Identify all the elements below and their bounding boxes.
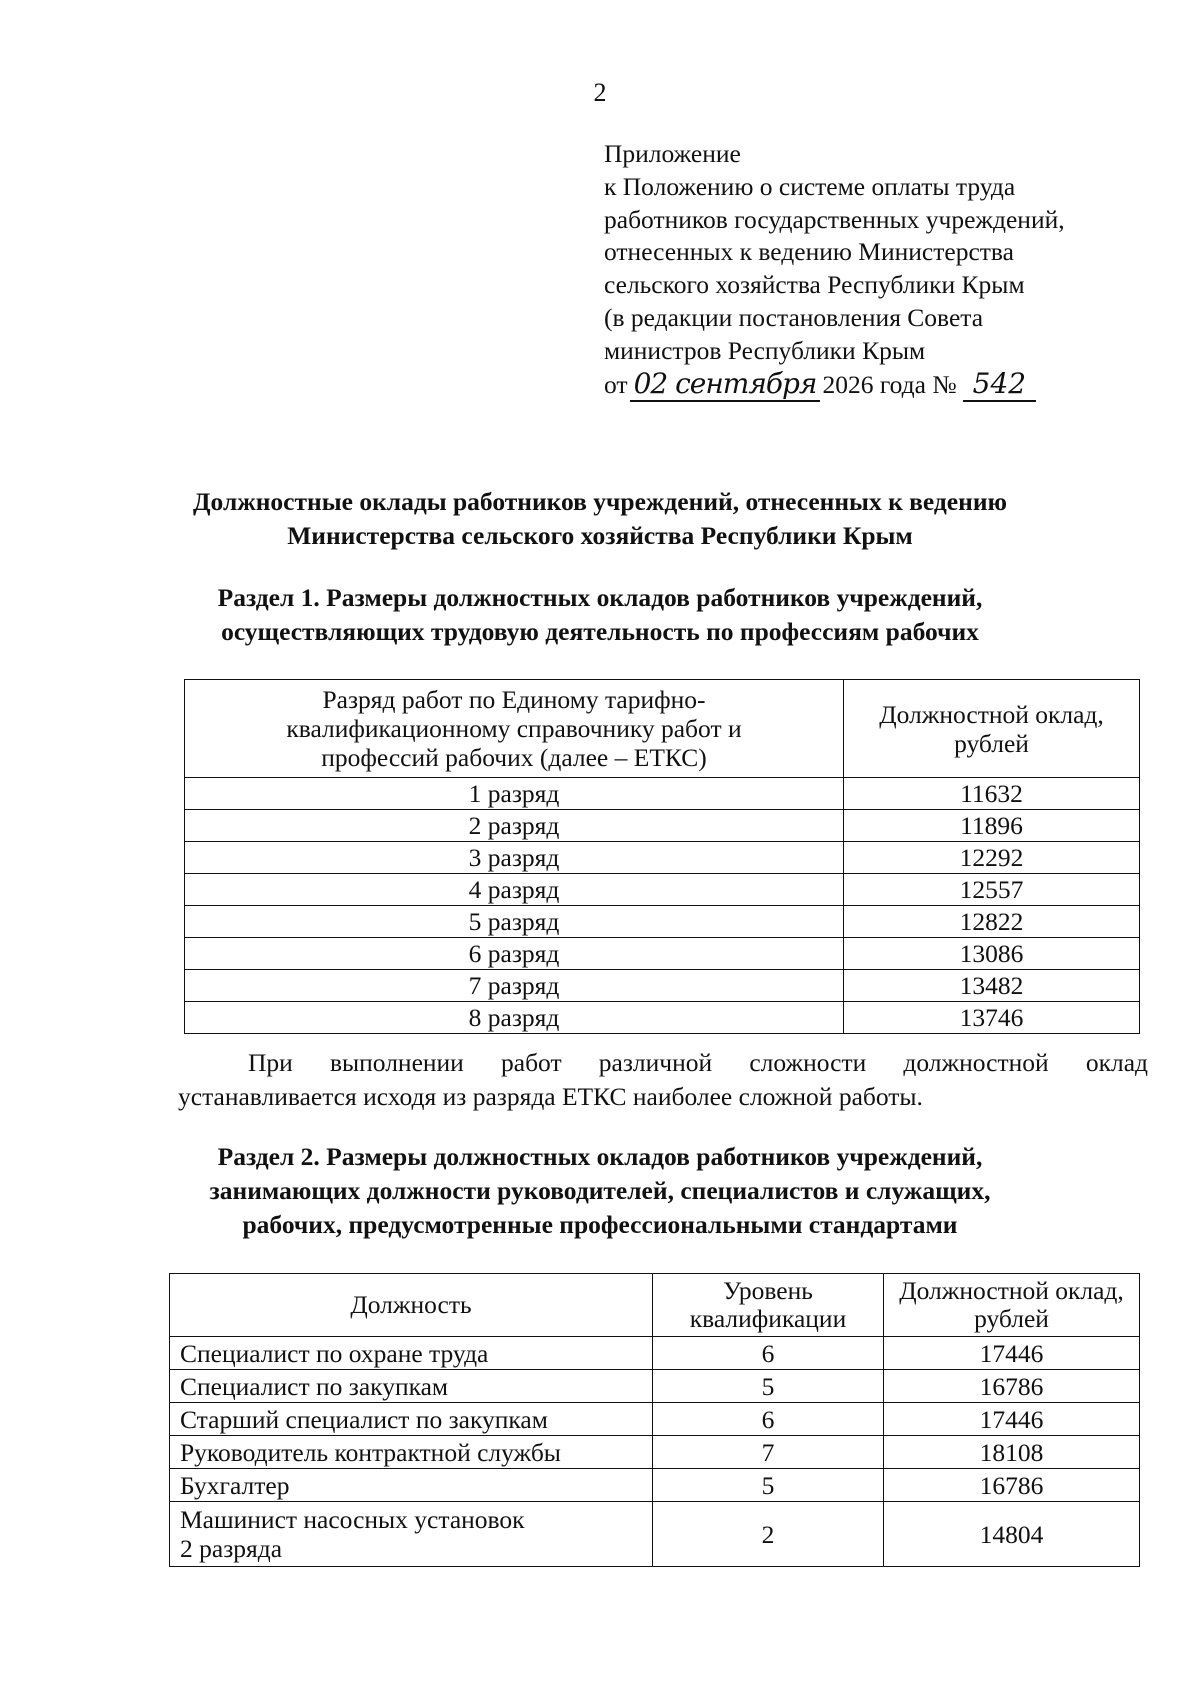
level-cell: 5 bbox=[653, 1469, 884, 1502]
position-cell bbox=[170, 1502, 653, 1567]
header-text: квалификации bbox=[689, 1304, 847, 1333]
note-word: должностной bbox=[903, 1048, 1049, 1077]
table-row bbox=[185, 842, 1140, 874]
position-cell: Старший специалист по закупкам bbox=[170, 1403, 653, 1436]
salary-cell: 17446 bbox=[884, 1337, 1140, 1370]
header-text: Должностной оклад, bbox=[899, 1276, 1124, 1305]
table-header-row bbox=[170, 1274, 1140, 1337]
appendix-line: министров Республики Крым bbox=[604, 335, 926, 365]
grade-cell: 3 разряд bbox=[185, 842, 844, 874]
grade-cell: 1 разряд bbox=[185, 778, 844, 810]
header-salary bbox=[884, 1274, 1140, 1337]
section1-title bbox=[0, 581, 1200, 649]
header-level bbox=[653, 1274, 884, 1337]
table-row bbox=[170, 1436, 1140, 1469]
grade-cell: 5 разряд bbox=[185, 906, 844, 938]
position-cell: Специалист по охране труда bbox=[170, 1337, 653, 1370]
salary-cell: 13086 bbox=[844, 938, 1140, 970]
header-position: Должность bbox=[170, 1274, 653, 1337]
header-text: рублей bbox=[954, 728, 1029, 758]
grade-cell: 8 разряд bbox=[185, 1002, 844, 1034]
section2-table bbox=[169, 1273, 1140, 1567]
note-word: При bbox=[248, 1048, 293, 1077]
note-word: работ bbox=[501, 1048, 562, 1077]
header-text: Должностной оклад, bbox=[879, 699, 1104, 729]
position-text: Машинист насосных установок bbox=[180, 1505, 525, 1534]
appendix-line: к Положению о системе оплаты труда bbox=[604, 171, 1016, 201]
note-word: различной bbox=[598, 1048, 713, 1077]
table-row bbox=[185, 906, 1140, 938]
from-prefix: от bbox=[604, 369, 628, 399]
position-cell: Руководитель контрактной службы bbox=[170, 1436, 653, 1469]
position-text: 2 разряда bbox=[180, 1534, 283, 1563]
level-cell: 2 bbox=[653, 1502, 884, 1567]
header-text: Разряд работ по Единому тарифно- bbox=[322, 685, 706, 714]
table-row bbox=[185, 778, 1140, 810]
table-row bbox=[185, 1002, 1140, 1034]
note-word: выполнении bbox=[329, 1048, 464, 1077]
header-salary bbox=[844, 680, 1140, 778]
table-header-row bbox=[185, 680, 1140, 778]
appendix-date-line bbox=[604, 368, 1065, 403]
salary-cell: 11896 bbox=[844, 810, 1140, 842]
table-row bbox=[170, 1502, 1140, 1567]
salary-cell: 12822 bbox=[844, 906, 1140, 938]
header-text: Уровень bbox=[723, 1276, 813, 1305]
section1-note bbox=[178, 1046, 1148, 1114]
salary-cell: 18108 bbox=[884, 1436, 1140, 1469]
appendix-line: Приложение bbox=[604, 139, 741, 168]
grade-cell: 7 разряд bbox=[185, 970, 844, 1002]
level-cell: 6 bbox=[653, 1337, 884, 1370]
section1-table bbox=[184, 679, 1140, 1034]
salary-cell: 17446 bbox=[884, 1403, 1140, 1436]
appendix-line: работников государственных учреждений, bbox=[604, 204, 1065, 234]
handwritten-date: 02 сентября bbox=[630, 368, 821, 403]
main-title-line: Министерства сельского хозяйства Республики Крым bbox=[287, 521, 913, 550]
header-text: профессий рабочих (далее – ЕТКС) bbox=[321, 743, 707, 772]
table-row bbox=[170, 1370, 1140, 1403]
note-line: устанавливается исходя из разряда ЕТКС наиболее сложной работы. bbox=[178, 1082, 923, 1111]
table-row bbox=[185, 970, 1140, 1002]
note-word: сложности bbox=[749, 1048, 867, 1077]
salary-cell: 14804 bbox=[884, 1502, 1140, 1567]
position-cell: Специалист по закупкам bbox=[170, 1370, 653, 1403]
table-row bbox=[185, 938, 1140, 970]
salary-cell: 13482 bbox=[844, 970, 1140, 1002]
section2-title bbox=[0, 1140, 1200, 1242]
table-row bbox=[170, 1469, 1140, 1502]
salary-cell: 16786 bbox=[884, 1469, 1140, 1502]
header-text: квалификационному справочнику работ и bbox=[286, 714, 742, 743]
section1-title-line: осуществляющих трудовую деятельность по профессиям рабочих bbox=[221, 617, 979, 646]
position-cell: Бухгалтер bbox=[170, 1469, 653, 1502]
main-title bbox=[0, 485, 1200, 553]
handwritten-number: 542 bbox=[963, 368, 1036, 403]
table-row bbox=[185, 874, 1140, 906]
salary-cell: 12557 bbox=[844, 874, 1140, 906]
year-text: 2026 года № bbox=[822, 369, 957, 399]
main-title-line: Должностные оклады работников учреждений, отнесенных к ведению bbox=[192, 487, 1007, 516]
appendix-line: отнесенных к ведению Министерства bbox=[604, 237, 1014, 267]
grade-cell: 2 разряд bbox=[185, 810, 844, 842]
level-cell: 7 bbox=[653, 1436, 884, 1469]
header-grade bbox=[185, 680, 844, 778]
page-number: 2 bbox=[593, 78, 607, 107]
section2-title-line: Раздел 2. Размеры должностных окладов работников учреждений, bbox=[217, 1142, 983, 1171]
salary-cell: 16786 bbox=[884, 1370, 1140, 1403]
level-cell: 6 bbox=[653, 1403, 884, 1436]
salary-cell: 11632 bbox=[844, 778, 1140, 810]
table-row bbox=[185, 810, 1140, 842]
grade-cell: 4 разряд bbox=[185, 874, 844, 906]
note-word: оклад bbox=[1085, 1048, 1148, 1077]
appendix-line: (в редакции постановления Совета bbox=[604, 302, 984, 332]
section1-title-line: Раздел 1. Размеры должностных окладов работников учреждений, bbox=[217, 583, 983, 612]
salary-cell: 13746 bbox=[844, 1002, 1140, 1034]
grade-cell: 6 разряд bbox=[185, 938, 844, 970]
table-row bbox=[170, 1403, 1140, 1436]
level-cell: 5 bbox=[653, 1370, 884, 1403]
section2-title-line: занимающих должности руководителей, специалистов и служащих, bbox=[209, 1176, 991, 1205]
header-text: рублей bbox=[974, 1304, 1049, 1333]
appendix-line: сельского хозяйства Республики Крым bbox=[604, 270, 1025, 300]
appendix-block bbox=[604, 138, 1065, 402]
table-row bbox=[170, 1337, 1140, 1370]
note-line bbox=[178, 1046, 1148, 1080]
salary-cell: 12292 bbox=[844, 842, 1140, 874]
section2-title-line: рабочих, предусмотренные профессиональными стандартами bbox=[242, 1210, 958, 1239]
